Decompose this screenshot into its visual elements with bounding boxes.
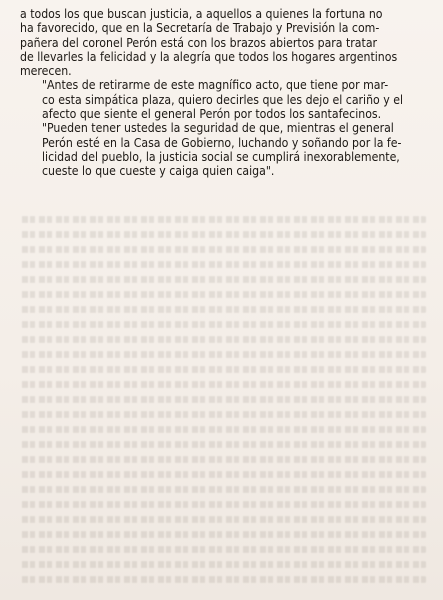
text-line: Perón esté en la Casa de Gobierno, luchando y soñando por la fe-	[42, 135, 402, 150]
paragraph-3	[20, 121, 426, 178]
text-line: a todos los que buscan justicia, a aquellos a quienes la fortuna no	[20, 7, 383, 21]
text-line: "Antes de retirarme de este magnífico acto, que tiene por mar-	[42, 78, 389, 93]
text-line: licidad del pueblo, la justicia social se cumplirá inexorablemente,	[42, 149, 400, 164]
paragraph-1	[20, 7, 426, 78]
paragraph-2	[20, 78, 426, 121]
text-line: pañera del coronel Perón está con los brazos abiertos para tratar	[20, 35, 378, 50]
text-line: "Pueden tener ustedes la seguridad de que, mientras el general	[42, 121, 394, 136]
text-line: afecto que siente el general Perón por todos los santafecinos.	[42, 107, 382, 122]
text-line: cueste lo que cueste y caiga quien caiga".	[42, 164, 275, 179]
text-line: ha favorecido, que en la Secretaría de Trabajo y Previsión la com-	[20, 21, 380, 36]
text-line: co esta simpática plaza, quiero decirles que les dejo el cariño y el	[42, 92, 404, 107]
text-line: merecen.	[20, 64, 72, 79]
bleed-through-texture	[18, 212, 426, 592]
body-text	[20, 7, 426, 179]
text-line: de llevarles la felicidad y la alegría que todos los hogares argentinos	[20, 49, 398, 64]
